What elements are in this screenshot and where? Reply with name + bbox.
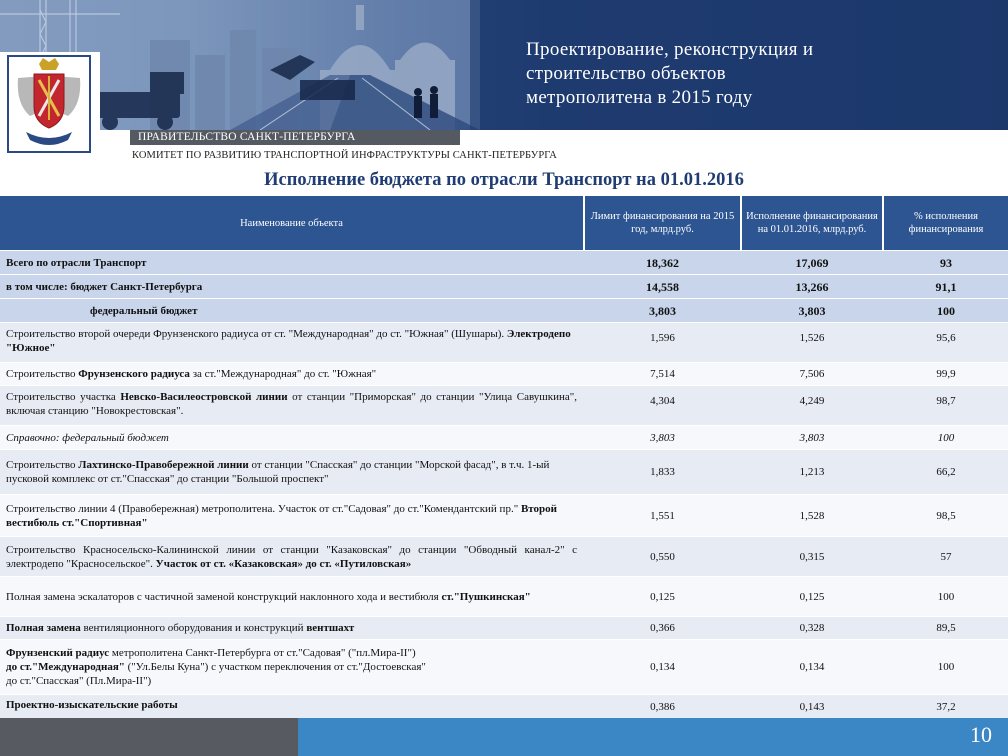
slide-header [0, 0, 1008, 161]
row-limit: 0,125 [650, 590, 675, 603]
committee-label: КОМИТЕТ ПО РАЗВИТИЮ ТРАНСПОРТНОЙ ИНФРАСТРУКТУРЫ САНКТ-ПЕТЕРБУРГА [132, 150, 557, 161]
table-row [0, 495, 1008, 536]
row-name [0, 617, 583, 639]
row-name [0, 386, 583, 425]
header-banner [0, 0, 1008, 130]
row-name: Справочно: федеральный бюджет [6, 431, 169, 444]
row-percent: 93 [940, 255, 952, 270]
row-name-highlight: Невско-Василеостровской линии [120, 391, 288, 403]
table-row [0, 299, 1008, 322]
row-name-part: вентиляционного оборудования и конструкций [80, 622, 307, 634]
row-percent: 98,5 [936, 509, 956, 522]
column-header-execution: Исполнение финансирования на 01.01.2016, млрд.руб. [746, 211, 878, 235]
row-percent: 37,2 [936, 700, 956, 713]
row-limit: 4,304 [650, 395, 675, 407]
row-limit: 1,596 [650, 332, 675, 344]
row-name-part: от станции "Приморская" до станции "Улица Савушкина", включая станцию "Новокрестовская". [6, 391, 578, 417]
row-name [0, 450, 583, 494]
row-limit: 7,514 [650, 368, 675, 380]
table-row [0, 450, 1008, 494]
row-name-part: Строительство [6, 368, 79, 380]
row-name: федеральный бюджет [90, 304, 198, 317]
row-name [0, 363, 583, 385]
row-percent: 91,1 [935, 279, 957, 294]
page-number: 10 [970, 722, 992, 747]
row-name-highlight: Второй вестибюль ст."Спортивная" [6, 502, 557, 529]
row-name: Всего по отрасли Транспорт [6, 256, 147, 269]
row-percent: 99,9 [936, 368, 956, 380]
row-name-highlight: Фрунзенский радиус [6, 647, 110, 659]
row-execution: 0,143 [799, 700, 825, 713]
government-label: ПРАВИТЕЛЬСТВО САНКТ-ПЕТЕРБУРГА [138, 131, 356, 143]
row-name [0, 640, 583, 694]
table-row [0, 426, 1008, 449]
row-percent: 89,5 [936, 622, 956, 634]
table-row [0, 363, 1008, 385]
row-limit: 0,366 [650, 622, 675, 634]
row-name-highlight: Лахтинско-Правобережной линии [78, 459, 249, 471]
row-name-part: Строительство Красносельско-Калининской линии от станции "Казаковская" до станции "Обводный канал-2" с электродепо "Красносельское". [6, 543, 577, 570]
row-percent: 100 [937, 431, 955, 444]
row-execution: 0,134 [799, 661, 825, 673]
row-execution: 7,506 [799, 368, 825, 380]
row-name-highlight: ст."Пушкинская" [441, 590, 531, 603]
row-percent: 100 [937, 661, 955, 673]
page-title: Исполнение бюджета по отрасли Транспорт на 01.01.2016 [264, 170, 744, 190]
row-limit: 1,551 [650, 509, 675, 522]
row-name [0, 537, 583, 576]
row-percent: 98,7 [936, 395, 956, 407]
row-execution: 3,803 [799, 431, 825, 444]
footer-grey-block [0, 718, 298, 756]
row-percent: 57 [940, 550, 952, 563]
column-header-limit: Лимит финансирования на 2015 год, млрд.руб. [590, 211, 735, 235]
row-percent: 66,2 [936, 466, 956, 478]
table-row [0, 640, 1008, 694]
table-row [0, 537, 1008, 576]
row-name-part: за ст."Международная" до ст. "Южная" [189, 368, 377, 380]
row-execution: 17,069 [795, 255, 829, 270]
row-execution: 0,328 [799, 622, 825, 634]
row-name [0, 323, 583, 362]
banner-title [526, 38, 996, 110]
row-name-part: ("Ул.Белы Куна") с участком переключения от ст."Достоевская" [124, 661, 426, 673]
row-name [0, 495, 583, 536]
row-name-highlight: Полная замена [6, 622, 81, 634]
footer-blue-block [298, 718, 1008, 756]
row-name-highlight: вентшахт [306, 622, 355, 634]
row-execution: 4,249 [799, 395, 825, 407]
row-name-part: Строительство [6, 459, 79, 471]
banner-title-line-2: строительство объектов [526, 63, 726, 84]
row-name-part: Строительство второй очереди Фрунзенского радиуса от ст. "Международная" до ст. "Южная" (Шушары). [6, 328, 507, 340]
row-execution: 1,526 [799, 332, 825, 344]
row-percent: 100 [937, 303, 955, 318]
row-name-highlight: Фрунзенского радиуса [78, 368, 190, 380]
table-row [0, 323, 1008, 362]
table-row [0, 275, 1008, 298]
column-header-name: Наименование объекта [240, 217, 343, 229]
row-name-part: Полная замена эскалаторов с частичной заменой конструкций наклонного хода и вестибюля [6, 590, 442, 603]
row-limit: 1,833 [650, 466, 675, 478]
row-name [0, 577, 583, 616]
row-execution: 1,528 [799, 509, 825, 522]
row-limit: 0,134 [650, 661, 675, 673]
row-execution: 13,266 [795, 279, 829, 294]
row-name-part: от станции "Спасская" до станции "Морской фасад", в т.ч. 1-ый пусковой комплекс от ст."Спасская" до станции "Большой проспект" [6, 459, 550, 485]
row-limit: 18,362 [646, 255, 679, 270]
row-limit: 0,386 [650, 700, 675, 713]
slide-footer [0, 718, 1008, 756]
row-execution: 0,315 [799, 550, 825, 563]
row-name: в том числе: бюджет Санкт-Петербурга [6, 280, 203, 293]
row-name-highlight: Участок от ст. «Казаковская» до ст. «Путиловская» [155, 557, 412, 570]
row-limit: 14,558 [646, 279, 679, 294]
row-name-highlight: до ст."Международная" [6, 661, 125, 673]
table-row [0, 577, 1008, 616]
row-name-highlight: Электродепо "Южное" [6, 328, 571, 354]
table-row [0, 617, 1008, 639]
row-limit: 3,803 [650, 431, 675, 444]
table-row [0, 251, 1008, 274]
row-name-part: Строительство линии 4 (Правобережная) метрополитена. Участок от ст."Садовая" до ст."Комендантский пр." [6, 502, 521, 515]
banner-title-line-1: Проектирование, реконструкция и [526, 39, 814, 60]
row-name-part: метрополитена Санкт-Петербурга от ст."Садовая" ("пл.Мира-II") [109, 647, 416, 659]
row-percent: 95,6 [936, 332, 956, 344]
table-row [0, 695, 1008, 718]
row-execution: 1,213 [799, 466, 825, 478]
row-name-part: до ст."Спасская" (Пл.Мира-II") [6, 675, 152, 687]
row-percent: 100 [937, 590, 955, 603]
row-name: Проектно-изыскательские работы [6, 699, 178, 711]
row-name-part: Строительство участка [6, 391, 121, 403]
row-execution: 3,803 [798, 303, 826, 318]
coat-of-arms-icon [6, 54, 92, 154]
table-row [0, 386, 1008, 425]
row-limit: 0,550 [650, 550, 675, 563]
row-limit: 3,803 [649, 303, 676, 318]
table-header-row [0, 196, 1008, 250]
row-execution: 0,125 [799, 590, 825, 603]
banner-title-line-3: метрополитена в 2015 году [526, 87, 753, 108]
column-header-percent: % исполнения финансирования [908, 211, 984, 235]
